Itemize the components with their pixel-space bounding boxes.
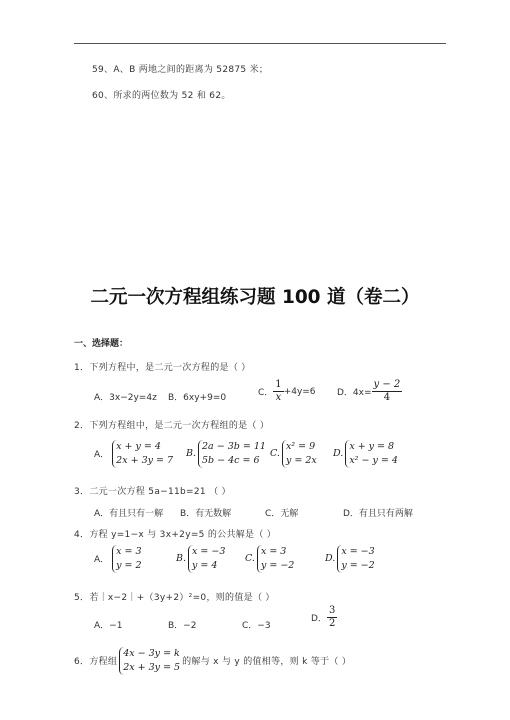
- q1-option-c: [258, 380, 316, 403]
- q4-b-system: [188, 545, 225, 573]
- q2-a-eq1: x + y = 4: [116, 441, 161, 452]
- q4-option-a: [94, 545, 142, 573]
- q2-b-eq2: 5b − 4c = 6: [202, 454, 260, 466]
- q2-c-eq1: x² = 9: [285, 441, 316, 452]
- q2-d-eq2: x² − y = 4: [349, 454, 398, 466]
- q4-b-eq2: y = 4: [192, 559, 218, 571]
- q4-c-eq1: x = 3: [260, 546, 287, 557]
- question-5-stem: 5．若｜x−2｜+（3y+2）²=0，则的值是（ ）: [74, 593, 275, 603]
- q3-option-b: B．有无数解: [180, 509, 232, 519]
- q5-d-numerator: 3: [328, 605, 336, 616]
- q4-a-eq2: y = 2: [116, 559, 142, 571]
- q5-option-b: B．−2: [168, 621, 197, 631]
- q5-option-a: A．−1: [94, 621, 123, 631]
- q1-option-d-fraction: [372, 380, 403, 403]
- q3-option-d: D．有且只有两解: [343, 509, 413, 519]
- q2-d-system: [345, 440, 398, 468]
- q4-c-eq2: y = −2: [260, 559, 295, 571]
- q1-d-numerator: y − 2: [373, 379, 401, 390]
- q2-option-d: [333, 440, 398, 468]
- q6-system: [119, 647, 180, 675]
- q1-option-a: A．3x−2y=4z: [94, 393, 157, 403]
- q4-option-b-label: B.: [176, 553, 187, 565]
- q4-option-d-label: D.: [325, 553, 336, 565]
- q2-option-c: [270, 440, 317, 468]
- header-rule: [74, 43, 446, 44]
- q1-option-c-rest: +4y=6: [283, 386, 316, 397]
- q4-d-eq1: x = −3: [341, 546, 375, 557]
- q4-d-system: [337, 545, 374, 573]
- question-4-stem: 4．方程 y=1−x 与 3x+2y=5 的公共解是（ ）: [74, 530, 277, 540]
- q2-option-d-label: D.: [333, 448, 344, 460]
- q4-option-c-label: C.: [245, 553, 255, 565]
- q1-option-d: [337, 380, 402, 403]
- q2-b-eq1: 2a − 3b = 11: [202, 441, 266, 452]
- q5-d-denominator: 2: [328, 618, 336, 629]
- q5-option-d-label: D．: [311, 614, 327, 624]
- q1-c-numerator: 1: [275, 379, 282, 390]
- q3-option-c: C．无解: [265, 509, 299, 519]
- q4-option-b: [176, 545, 225, 573]
- q2-option-a: [94, 440, 173, 468]
- q2-a-eq2: 2x + 3y = 7: [116, 454, 174, 466]
- q4-option-a-label: A．: [94, 555, 110, 566]
- q5-option-d-fraction: [327, 606, 337, 629]
- answer-60: 60、所求的两位数为 52 和 62。: [92, 91, 231, 101]
- q1-c-denominator: x: [275, 392, 282, 403]
- q4-c-system: [257, 545, 294, 573]
- q2-b-system: [198, 440, 266, 468]
- q6-eq2: 2x + 3y = 5: [123, 661, 181, 673]
- q1-option-c-label: C．: [258, 388, 274, 398]
- q1-option-b: B．6xy+9=0: [168, 393, 227, 403]
- q2-option-c-label: C.: [270, 448, 280, 460]
- q6-eq1: 4x − 3y = k: [123, 648, 180, 659]
- q2-c-system: [282, 440, 317, 468]
- q4-a-system: [112, 545, 141, 573]
- q4-a-eq1: x = 3: [116, 546, 142, 557]
- q5-option-d: [311, 606, 337, 629]
- q1-option-d-label: D．4x=: [337, 388, 372, 398]
- page-title: 二元一次方程组练习题 100 道（卷二）: [90, 287, 420, 308]
- q3-option-a: A．有且只有一解: [94, 509, 164, 519]
- q4-d-eq2: y = −2: [341, 559, 375, 571]
- q1-option-c-fraction: [273, 380, 283, 403]
- q6-prefix: 6．方程组: [74, 657, 118, 668]
- q1-d-denominator: 4: [383, 392, 391, 403]
- q6-suffix: 的解与 x 与 y 的值相等，则 k 等于（ ）: [182, 657, 352, 668]
- q2-d-eq1: x + y = 8: [349, 441, 395, 452]
- q4-option-d: [325, 545, 375, 573]
- section-heading: 一、选择题：: [74, 339, 129, 349]
- q4-b-eq1: x = −3: [192, 546, 226, 557]
- q5-option-c: C．−3: [242, 621, 271, 631]
- question-3-stem: 3．二元一次方程 5a−11b=21 （ ）: [74, 487, 231, 497]
- q4-option-c: [245, 545, 294, 573]
- q2-option-b-label: B.: [186, 448, 197, 460]
- question-6-stem: [74, 647, 351, 675]
- q2-option-a-label: A．: [94, 450, 110, 461]
- q2-a-system: [112, 440, 173, 468]
- question-1-stem: 1．下列方程中，是二元一次方程的是（ ）: [74, 363, 251, 373]
- q2-c-eq2: y = 2x: [285, 454, 317, 466]
- question-2-stem: 2．下列方程组中，是二元一次方程组的是（ ）: [74, 421, 270, 431]
- answer-59: 59、A、B 两地之间的距离为 52875 米；: [92, 65, 269, 75]
- q2-option-b: [186, 440, 266, 468]
